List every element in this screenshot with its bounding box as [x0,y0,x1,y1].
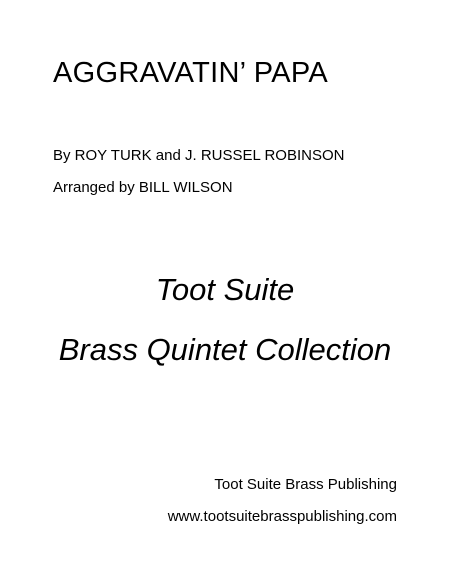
composer-credit: By ROY TURK and J. RUSSEL ROBINSON [53,147,345,164]
song-title: AGGRAVATIN’ PAPA [53,57,328,89]
collection-name: Toot Suite [155,272,295,307]
publisher-website: www.tootsuitebrasspublishing.com [167,508,397,525]
arranger-credit: Arranged by BILL WILSON [53,179,233,196]
collection-subtitle: Brass Quintet Collection [58,332,392,367]
publisher-name: Toot Suite Brass Publishing [214,476,397,493]
